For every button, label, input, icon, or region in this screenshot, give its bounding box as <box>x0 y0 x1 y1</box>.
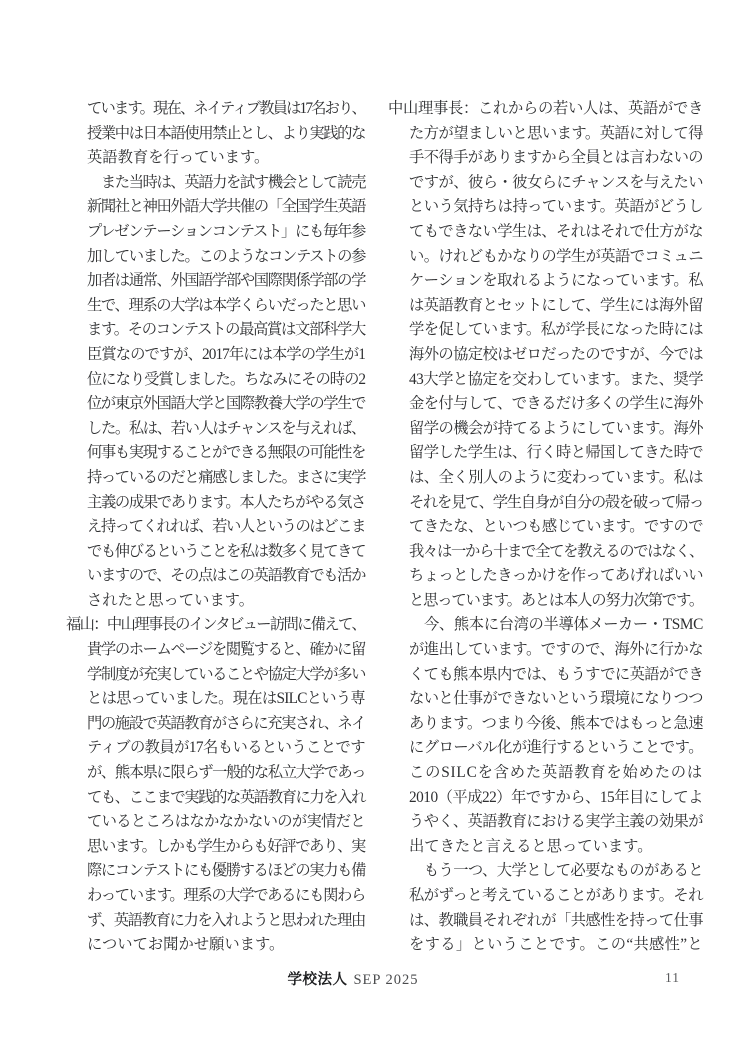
speaker-label: 福山： <box>66 616 107 634</box>
text-line: 主義の成果であります。本人たちがやる気さ <box>87 493 365 511</box>
speaker-label: 中山理事長： <box>388 100 478 117</box>
text-line: 位になり受賞しました。ちなみにその時の2 <box>87 370 365 388</box>
text-line: ですが、彼ら・彼女らにチャンスを与えたい <box>409 173 703 191</box>
text-line: 何事も実現することができる無限の可能性を <box>87 444 365 462</box>
text-line: ティブの教員が17名もいるということです <box>87 739 365 757</box>
text-line: プレゼンテーションコンテスト」にも毎年参 <box>87 222 365 240</box>
text-column-left <box>66 97 365 958</box>
text-line: 金を付与して、できるだけ多くの学生に海外 <box>409 395 703 413</box>
text-line: 我々は一から十まで全てを教えるのではなく、 <box>409 542 703 560</box>
two-column-text-body <box>66 97 703 958</box>
text-line: ます。そのコンテストの最高賞は文部科学大 <box>87 321 365 339</box>
text-line: されたと思っています。 <box>87 591 255 609</box>
journal-name: 学校法人 <box>287 971 348 988</box>
text-line: 今、熊本に台湾の半導体メーカー・TSMC <box>409 616 703 634</box>
text-line: 思います。しかも学生からも好評であり、実 <box>87 837 365 855</box>
text-line: 門の施設で英語教育がさらに充実され、ネイ <box>87 714 365 732</box>
text-line: 2010（平成22）年ですから、15年目にしてよ <box>409 788 703 806</box>
text-line: 貴学のホームページを閲覧すると、確かに留 <box>87 641 365 659</box>
text-line: いますので、その点はこの英語教育でも活か <box>87 567 365 585</box>
text-line: 私がずっと考えていることがあります。それ <box>409 887 703 904</box>
text-line: ても、ここまで実践的な英語教育に力を入れ <box>87 788 365 806</box>
text-line: した。私は、若い人はチャンスを与えれば、 <box>87 419 365 437</box>
text-line: え持ってくれれば、若い人というのはどこま <box>87 518 365 536</box>
page-number: 11 <box>665 970 680 985</box>
page-footer <box>66 966 680 990</box>
text-line: 新聞社と神田外語大学共催の「全国学生英語 <box>87 198 365 216</box>
text-line: は英語教育とセットにして、学生には海外留 <box>409 296 703 314</box>
text-line: うやく、英語教育における実学主義の効果が <box>409 813 703 831</box>
text-line: た方が望ましいと思います。英語に対して得 <box>409 124 703 142</box>
text-line: 授業中は日本語使用禁止とし、より実践的な <box>87 124 365 142</box>
text-line: ないと仕事ができないという環境になりつつ <box>409 690 703 708</box>
text-line: てきたな、といつも感じています。ですので <box>409 518 703 536</box>
text-line: 学を促しています。私が学長になった時には <box>409 321 703 339</box>
text-line: もう一つ、大学として必要なものがあると <box>409 862 703 880</box>
text-line: 福山：中山理事長のインタビュー訪問に備えて、 <box>66 616 365 634</box>
text-line: 際にコンテストにも優勝するほどの実力も備 <box>87 862 365 880</box>
text-line: 手不得手がありますから全員とは言わないの <box>409 149 703 167</box>
text-line: についてお聞かせ願います。 <box>87 936 285 954</box>
footer-journal-line <box>66 968 640 989</box>
text-line: という気持ちは持っています。英語がどうし <box>409 198 703 216</box>
text-line: と思っています。あとは本人の努力次第です。 <box>409 591 703 609</box>
text-line: 43大学と協定を交わしています。また、奨学 <box>409 370 703 388</box>
issue-date: SEP 2025 <box>353 971 419 988</box>
text-line: 学制度が充実していることや協定大学が多い <box>87 665 365 683</box>
text-line: 位が東京外国語大学と国際教養大学の学生で <box>87 395 365 413</box>
text-line: 英語教育を行っています。 <box>87 149 270 167</box>
text-line: 臣賞なのですが、2017年には本学の学生が1 <box>87 345 365 363</box>
text-line: い。けれどもかなりの学生が英語でコミュニ <box>409 247 703 265</box>
text-line: 海外の協定校はゼロだったのですが、今では <box>409 345 703 363</box>
text-line: てもできない学生は、それはそれで仕方がな <box>409 222 703 240</box>
text-line: 生で、理系の大学は本学くらいだったと思い <box>87 296 365 314</box>
text-line: とは思っていました。現在はSILCという専 <box>87 690 365 708</box>
text-column-right <box>388 97 703 958</box>
text-line: それを見て、学生自身が自分の殻を破って帰っ <box>409 493 703 511</box>
text-line: が、熊本県に限らず一般的な私立大学であっ <box>87 764 365 782</box>
text-line: ケーションを取れるようになっています。私 <box>409 272 703 290</box>
text-line: 加者は通常、外国語学部や国際関係学部の学 <box>87 272 365 290</box>
text-line: をする」ということです。この“共感性”と <box>409 936 703 954</box>
text-line: にグローバル化が進行するということです。 <box>409 739 703 757</box>
text-line: 出てきたと言えると思っています。 <box>409 837 653 855</box>
text-line: 加していました。このようなコンテストの参 <box>87 247 365 265</box>
text-line: でも伸びるということを私は数多く見てきて <box>87 542 365 560</box>
text-line: ています。現在、ネイティブ教員は17名おり、 <box>87 100 365 117</box>
text-line: は、全く別人のように変わっています。私は <box>409 468 703 486</box>
text-line: わっています。理系の大学であるにも関わら <box>87 887 365 904</box>
text-line: くても熊本県内では、もうすでに英語ができ <box>409 665 703 683</box>
text-line: 留学の機会が持てるようにしています。海外 <box>409 419 703 437</box>
text-line: ちょっとしたきっかけを作ってあげればいい <box>409 567 703 585</box>
text-line: ず、英語教育に力を入れようと思われた理由 <box>87 911 365 929</box>
text-line: また当時は、英語力を試す機会として読売 <box>87 173 365 191</box>
text-line: 中山理事長：これからの若い人は、英語ができ <box>388 100 703 117</box>
text-line: が進出しています。ですので、海外に行かな <box>409 641 703 659</box>
text-line: ているところはなかなかないのが実情だと <box>87 813 365 831</box>
text-line: は、教職員それぞれが「共感性を持って仕事 <box>409 911 703 929</box>
text-line: 留学した学生は、行く時と帰国してきた時で <box>409 444 703 462</box>
text-line: 持っているのだと痛感しました。まさに実学 <box>87 468 365 486</box>
text-line: あります。つまり今後、熊本ではもっと急速 <box>409 714 703 732</box>
text-line: このSILCを含めた英語教育を始めたのは <box>409 764 703 782</box>
